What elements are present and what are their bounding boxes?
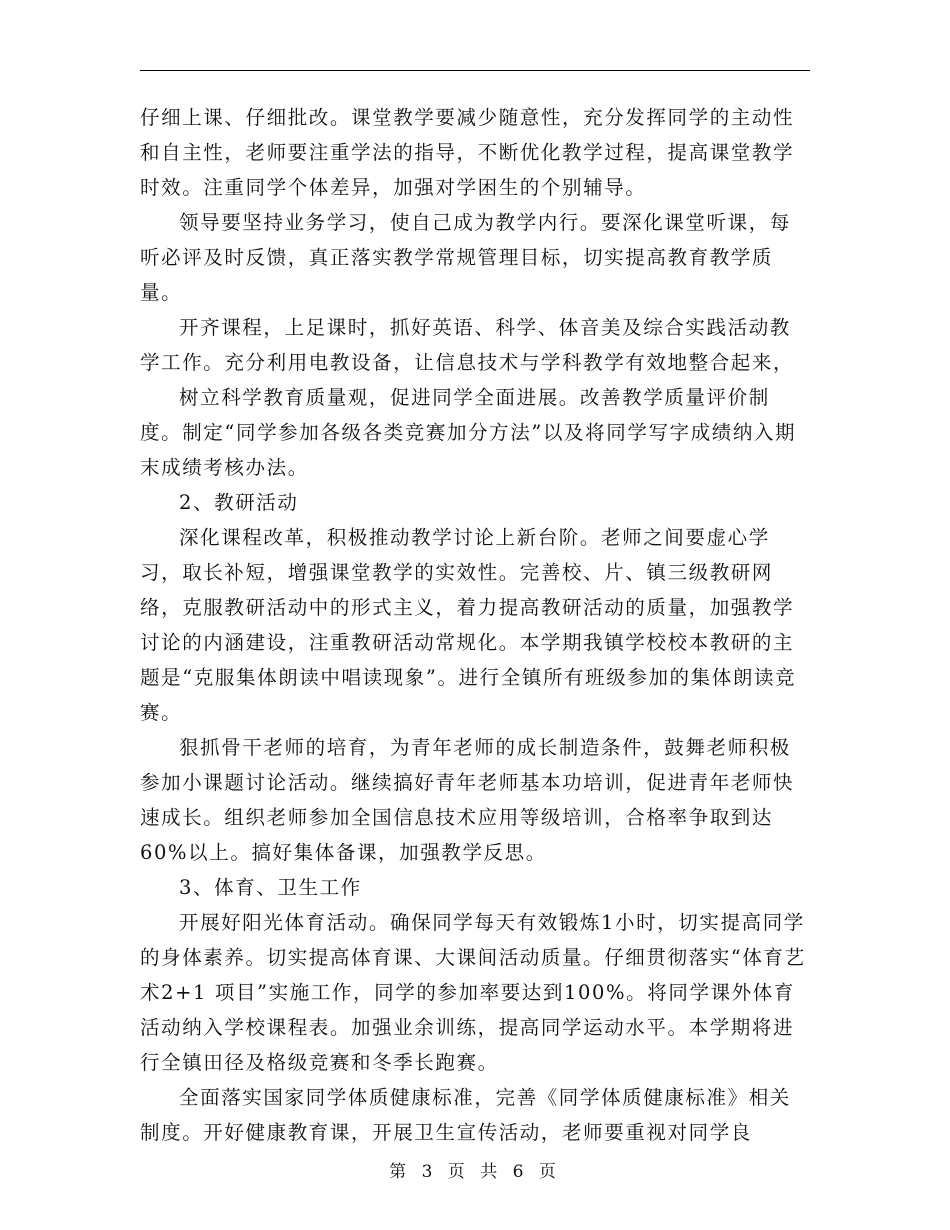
paragraph-6: 狠抓骨干老师的培育，为青年老师的成长制造条件，鼓舞老师积极参加小课题讨论活动。继续搞好青年老师基本功培训，促进青年老师快速成长。组织老师参加全国信息技术应用等级培训，合格率争取到达60%以上。搞好集体备课，加强教学反思。	[140, 736, 795, 864]
paragraph-2: 领导要坚持业务学习，使自己成为教学内行。要深化课堂听课，每听必评及时反馈，真正落实教学常规管理目标，切实提高教育教学质量。	[140, 211, 791, 304]
section-heading-teaching-research: 2、教研活动	[179, 491, 299, 514]
paragraph-5: 深化课程改革，积极推动教学讨论上新台阶。老师之间要虚心学习，取长补短，增强课堂教学的实效性。完善校、片、镇三级教研网络，克服教研活动中的形式主义，着力提高教研活动的质量，加强教学讨论的内涵建设，注重教研活动常规化。本学期我镇学校校本教研的主题是“克服集体朗读中唱读现象”。进行全镇所有班级参加的集体朗读竞赛。	[140, 526, 797, 724]
paragraph-1: 仔细上课、仔细批改。课堂教学要减少随意性，充分发挥同学的主动性和自主性，老师要注重学法的指导，不断优化教学过程，提高课堂教学时效。注重同学个体差异，加强对学困生的个别辅导。	[140, 106, 795, 199]
paragraph-4: 树立科学教育质量观，促进同学全面进展。改善教学质量评价制度。制定“同学参加各级各类竞赛加分方法”以及将同学写字成绩纳入期末成绩考核办法。	[140, 386, 797, 479]
paragraph-3: 开齐课程，上足课时，抓好英语、科学、体音美及综合实践活动教学工作。充分利用电教设备，让信息技术与学科教学有效地整合起来，	[140, 316, 795, 374]
section-heading-sports-health: 3、体育、卫生工作	[179, 876, 362, 899]
header-rule	[140, 70, 810, 71]
document-body	[140, 100, 810, 1150]
paragraph-7: 开展好阳光体育活动。确保同学每天有效锻炼1小时，切实提高同学的身体素养。切实提高体育课、大课间活动质量。仔细贯彻落实“体育艺术2+1 项目”实施工作，同学的参加率要达到100%。将同学课外体育活动纳入学校课程表。加强业余训练，提高同学运动水平。本学期将进行全镇田径及格级竞赛和冬季长跑赛。	[140, 911, 806, 1074]
page-number: 第 3 页 共 6 页	[389, 1162, 561, 1182]
paragraph-8: 全面落实国家同学体质健康标准，完善《同学体质健康标准》相关制度。开好健康教育课，开展卫生宣传活动，老师要重视对同学良	[140, 1086, 791, 1144]
